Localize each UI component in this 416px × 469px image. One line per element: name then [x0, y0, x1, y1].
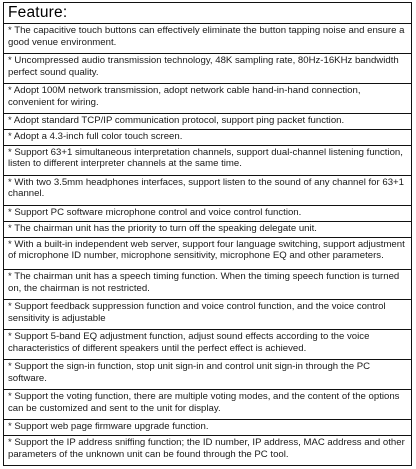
feature-row: * With two 3.5mm headphones interfaces, support listen to the sound of any channel for 63+1 channel.: [4, 176, 411, 206]
feature-row: * Adopt standard TCP/IP communication protocol, support ping packet function.: [4, 114, 411, 130]
feature-row: * Support 5-band EQ adjustment function, adjust sound effects according to the voice characteristics of different speakers until the perfect effect is achieved.: [4, 330, 411, 360]
feature-row: * Support feedback suppression function and voice control function, and the voice control sensitivity is adjustable: [4, 300, 411, 330]
feature-row: * Support 63+1 simultaneous interpretation channels, support dual-channel listening function, listen to different interpreter channels at the same time.: [4, 146, 411, 176]
feature-list: [4, 24, 411, 465]
feature-row: * Support the IP address sniffing function; the ID number, IP address, MAC address and other parameters of the unknown unit can be found through the PC tool.: [8, 436, 405, 460]
feature-row: * The chairman unit has the priority to turn off the speaking delegate unit.: [4, 222, 411, 238]
feature-title: Feature:: [4, 3, 411, 24]
feature-row: * Uncompressed audio transmission technology, 48K sampling rate, 80Hz-16KHz bandwidth perfect sound quality.: [4, 54, 411, 84]
feature-row: * Support PC software microphone control and voice control function.: [4, 206, 411, 222]
feature-row: * Support the voting function, there are multiple voting modes, and the content of the options can be customized and sent to the unit for display.: [4, 390, 411, 420]
feature-row: * Adopt a 4.3-inch full color touch screen.: [4, 130, 411, 146]
feature-row: * Support the sign-in function, stop unit sign-in and control unit sign-in through the PC software.: [4, 360, 411, 390]
feature-table: [3, 2, 412, 466]
feature-row: * With a built-in independent web server, support four language switching, support adjustment of microphone ID number, microphone sensitivity, microphone EQ and other parameters.: [4, 238, 411, 270]
feature-row: * Adopt 100M network transmission, adopt network cable hand-in-hand connection, convenient for wiring.: [4, 84, 411, 114]
feature-row: * The capacitive touch buttons can effectively eliminate the button tapping noise and ensure a good venue environment.: [4, 24, 411, 54]
feature-row: * Support web page firmware upgrade function.: [4, 420, 411, 436]
feature-row: * The chairman unit has a speech timing function. When the timing speech function is turned on, the chairman is not restricted.: [4, 270, 411, 300]
